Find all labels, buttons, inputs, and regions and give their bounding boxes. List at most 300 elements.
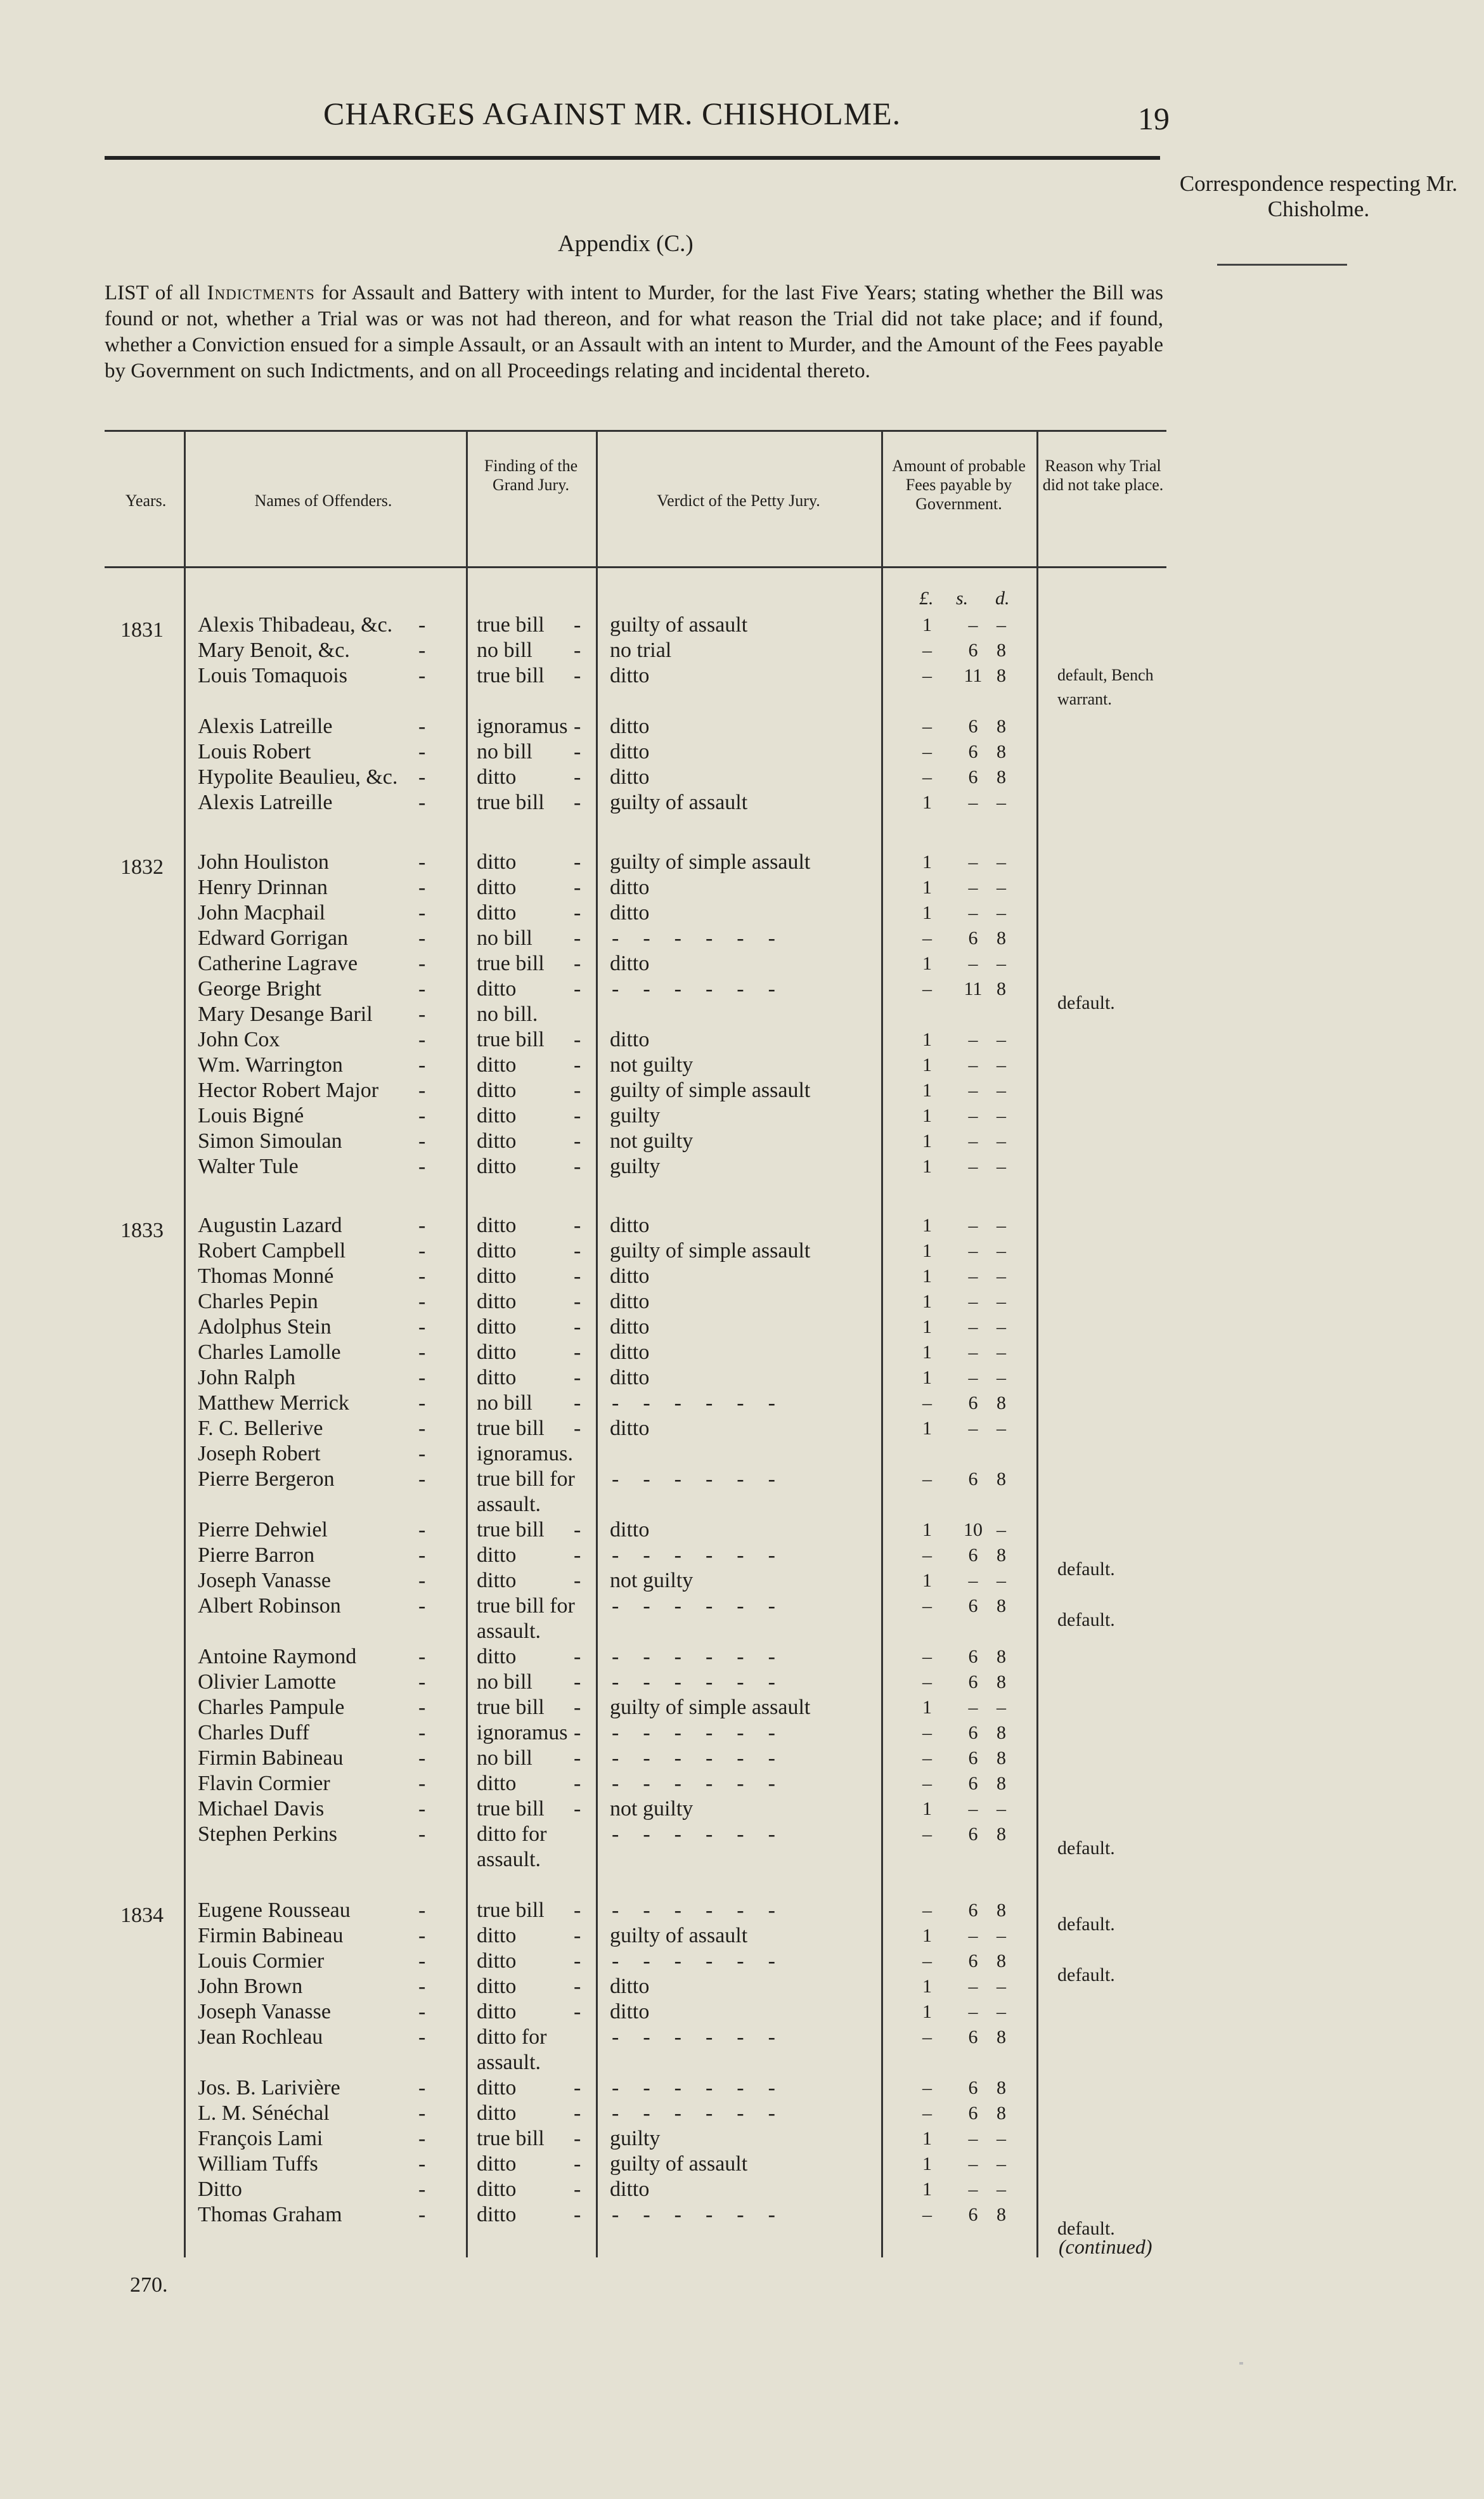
name-leader: - bbox=[418, 1391, 426, 1415]
row-finding: ditto for assault. bbox=[477, 1822, 547, 1871]
row-fee-shillings: 11 bbox=[964, 665, 983, 686]
row-fee-pence: – bbox=[997, 902, 1006, 923]
row-finding: true bill bbox=[477, 1518, 545, 1542]
row-fee-shillings: 6 bbox=[968, 2103, 978, 2124]
name-leader: - bbox=[418, 2203, 426, 2226]
row-fee-pence: 8 bbox=[997, 1900, 1006, 1921]
row-fee-pounds: 1 bbox=[922, 1570, 932, 1591]
row-fee-shillings: – bbox=[968, 2128, 978, 2149]
row-fee-pounds: 1 bbox=[922, 2128, 932, 2149]
row-verdict: ditto bbox=[610, 1417, 650, 1440]
row-finding: no bill bbox=[477, 1670, 532, 1694]
row-fee-shillings: – bbox=[968, 877, 978, 898]
row-name: John Brown bbox=[198, 1975, 303, 1998]
finding-leader: - bbox=[574, 639, 581, 662]
name-leader: - bbox=[418, 1467, 426, 1491]
row-fee-pounds: – bbox=[922, 1824, 932, 1845]
row-fee-shillings: – bbox=[968, 1418, 978, 1439]
col-header-verdict: Verdict of the Petty Jury. bbox=[657, 491, 820, 510]
row-fee-pence: 8 bbox=[997, 1773, 1006, 1794]
row-verdict: ditto bbox=[610, 2000, 650, 2023]
finding-leader: - bbox=[574, 1417, 581, 1440]
name-leader: - bbox=[418, 2127, 426, 2150]
row-finding: true bill bbox=[477, 952, 545, 975]
intro-smallcaps: Indictments bbox=[207, 282, 315, 304]
row-verdict: guilty bbox=[610, 1155, 661, 1178]
finding-leader: - bbox=[574, 876, 581, 899]
row-fee-pence: – bbox=[997, 1156, 1006, 1177]
row-name: Mary Desange Baril bbox=[198, 1003, 373, 1026]
row-finding: ditto bbox=[477, 765, 517, 789]
name-leader: - bbox=[418, 1315, 426, 1339]
row-name: Ditto bbox=[198, 2178, 242, 2201]
row-finding: ditto bbox=[477, 1949, 517, 1973]
row-name: Joseph Vanasse bbox=[198, 1569, 331, 1592]
row-verdict: not guilty bbox=[610, 1129, 694, 1153]
row-fee-pounds: 1 bbox=[922, 1367, 932, 1388]
name-leader: - bbox=[418, 1594, 426, 1618]
row-fee-shillings: 6 bbox=[968, 2077, 978, 2098]
row-fee-shillings: 6 bbox=[968, 1595, 978, 1616]
row-finding: no bill bbox=[477, 926, 532, 950]
name-leader: - bbox=[418, 765, 426, 789]
row-fee-shillings: 6 bbox=[968, 1469, 978, 1490]
row-fee-shillings: 6 bbox=[968, 2204, 978, 2225]
currency-pounds: £. bbox=[919, 588, 934, 609]
name-leader: - bbox=[418, 2025, 426, 2049]
finding-leader: - bbox=[574, 1543, 581, 1567]
row-finding: true bill bbox=[477, 664, 545, 687]
row-name: Eugene Rousseau bbox=[198, 1899, 351, 1922]
row-name: Louis Bigné bbox=[198, 1104, 304, 1127]
finding-leader: - bbox=[574, 1155, 581, 1178]
row-finding: true bill bbox=[477, 1899, 545, 1922]
row-fee-pounds: 1 bbox=[922, 1976, 932, 1997]
finding-leader: - bbox=[574, 1569, 581, 1592]
row-fee-pence: – bbox=[997, 1215, 1006, 1236]
name-leader: - bbox=[418, 1645, 426, 1668]
row-fee-pence: 8 bbox=[997, 767, 1006, 788]
row-fee-shillings: – bbox=[968, 902, 978, 923]
row-fee-shillings: – bbox=[968, 1105, 978, 1126]
row-verdict: no trial bbox=[610, 639, 672, 662]
row-name: Alexis Thibadeau, &c. bbox=[198, 613, 393, 637]
header-bottom-rule bbox=[105, 566, 1166, 568]
verdict-dashes: ------ bbox=[612, 2025, 799, 2049]
verdict-dashes: ------ bbox=[612, 2101, 799, 2125]
row-fee-shillings: 6 bbox=[968, 928, 978, 949]
row-fee-shillings: – bbox=[968, 1697, 978, 1718]
row-fee-shillings: 10 bbox=[964, 1519, 983, 1540]
row-finding: true bill for assault. bbox=[477, 1467, 575, 1516]
finding-leader: - bbox=[574, 977, 581, 1001]
name-leader: - bbox=[418, 2178, 426, 2201]
row-finding: true bill for assault. bbox=[477, 1594, 575, 1643]
row-finding: true bill bbox=[477, 2127, 545, 2150]
row-fee-pounds: – bbox=[922, 1951, 932, 1971]
margin-note: Correspondence respecting Mr. Chisholme. bbox=[1179, 171, 1458, 221]
row-finding: no bill. bbox=[477, 1003, 538, 1026]
row-name: L. M. Sénéchal bbox=[198, 2101, 330, 2125]
row-fee-pence: – bbox=[997, 877, 1006, 898]
row-verdict: ditto bbox=[610, 876, 650, 899]
row-fee-pounds: – bbox=[922, 2204, 932, 2225]
name-leader: - bbox=[418, 2076, 426, 2100]
row-reason: default. bbox=[1057, 1964, 1115, 1985]
name-leader: - bbox=[418, 1543, 426, 1567]
verdict-dashes: ------ bbox=[612, 977, 799, 1001]
row-name: Hypolite Beaulieu, &c. bbox=[198, 765, 398, 789]
row-finding: ditto bbox=[477, 1290, 517, 1313]
row-name: Stephen Perkins bbox=[198, 1822, 338, 1846]
row-verdict: guilty of assault bbox=[610, 2152, 748, 2176]
row-verdict: not guilty bbox=[610, 1053, 694, 1077]
row-fee-shillings: 6 bbox=[968, 1545, 978, 1566]
row-fee-pence: – bbox=[997, 1976, 1006, 1997]
row-fee-pounds: – bbox=[922, 978, 932, 999]
verdict-dashes: ------ bbox=[612, 2203, 799, 2226]
row-finding: ditto bbox=[477, 1214, 517, 1237]
row-fee-shillings: – bbox=[968, 1080, 978, 1101]
row-finding: ditto for assault. bbox=[477, 2025, 547, 2074]
name-leader: - bbox=[418, 1340, 426, 1364]
header-rule bbox=[105, 156, 1160, 160]
row-name: Pierre Barron bbox=[198, 1543, 315, 1567]
appendix-heading: Appendix (C.) bbox=[558, 231, 694, 257]
finding-leader: - bbox=[574, 1772, 581, 1795]
row-fee-pounds: – bbox=[922, 1722, 932, 1743]
row-fee-pence: – bbox=[997, 792, 1006, 813]
row-fee-shillings: – bbox=[968, 1266, 978, 1287]
name-leader: - bbox=[418, 1290, 426, 1313]
row-fee-pounds: – bbox=[922, 1392, 932, 1413]
row-fee-shillings: – bbox=[968, 1925, 978, 1946]
row-fee-pence: – bbox=[997, 1105, 1006, 1126]
intro-rest: for Assault and Battery with intent to Murder, for the last Five Years; stating whether the Bill was found or not, whether a Trial was or was not had thereon, and for what reason the Trial did not take place; and if found, whether a Conviction ensued for a simple Assault, or an Assault with an intent to Murder, and the Amount of the Fees payable by Government on such Indictments, and on all Proceedings relating and incidental thereto. bbox=[105, 282, 1163, 382]
row-finding: true bill bbox=[477, 791, 545, 814]
name-leader: - bbox=[418, 1822, 426, 1846]
row-verdict: ditto bbox=[610, 1214, 650, 1237]
name-leader: - bbox=[418, 1129, 426, 1153]
name-leader: - bbox=[418, 977, 426, 1001]
row-fee-shillings: – bbox=[968, 1291, 978, 1312]
finding-leader: - bbox=[574, 791, 581, 814]
col-header-years: Years. bbox=[125, 491, 167, 510]
row-verdict: guilty of assault bbox=[610, 791, 748, 814]
row-fee-pence: – bbox=[997, 1418, 1006, 1439]
verdict-dashes: ------ bbox=[612, 1772, 799, 1795]
row-reason: default. bbox=[1057, 1559, 1115, 1580]
row-reason: default. bbox=[1057, 1609, 1115, 1630]
row-year: 1831 bbox=[120, 618, 164, 642]
name-leader: - bbox=[418, 639, 426, 662]
finding-leader: - bbox=[574, 1518, 581, 1542]
row-fee-pounds: – bbox=[922, 2027, 932, 2048]
row-verdict: guilty of simple assault bbox=[610, 1696, 811, 1719]
row-finding: no bill bbox=[477, 1746, 532, 1770]
row-fee-shillings: 6 bbox=[968, 1722, 978, 1743]
row-name: Henry Drinnan bbox=[198, 876, 328, 899]
row-verdict: ditto bbox=[610, 1518, 650, 1542]
continued-note: (continued) bbox=[1059, 2235, 1152, 2258]
row-fee-pounds: 1 bbox=[922, 1291, 932, 1312]
row-fee-pence: – bbox=[997, 1029, 1006, 1050]
row-fee-pounds: 1 bbox=[922, 877, 932, 898]
row-fee-pounds: 1 bbox=[922, 1080, 932, 1101]
row-fee-pence: 8 bbox=[997, 665, 1006, 686]
finding-leader: - bbox=[574, 740, 581, 763]
verdict-dashes: ------ bbox=[612, 926, 799, 950]
row-name: William Tuffs bbox=[198, 2152, 318, 2176]
row-fee-pence: 8 bbox=[997, 1824, 1006, 1845]
row-fee-pence: 8 bbox=[997, 716, 1006, 737]
name-leader: - bbox=[418, 2101, 426, 2125]
name-leader: - bbox=[418, 740, 426, 763]
row-finding: ditto bbox=[477, 2000, 517, 2023]
row-finding: ditto bbox=[477, 1053, 517, 1077]
row-fee-shillings: – bbox=[968, 1029, 978, 1050]
row-finding: ditto bbox=[477, 1155, 517, 1178]
row-fee-pence: 8 bbox=[997, 1646, 1006, 1667]
row-fee-pence: – bbox=[997, 852, 1006, 873]
margin-note-rule bbox=[1217, 264, 1347, 266]
finding-leader: - bbox=[574, 1028, 581, 1051]
row-finding: ditto bbox=[477, 2101, 517, 2125]
row-finding: no bill bbox=[477, 1391, 532, 1415]
verdict-dashes: ------ bbox=[612, 1822, 799, 1846]
row-name: Michael Davis bbox=[198, 1797, 325, 1821]
row-fee-pounds: 1 bbox=[922, 1697, 932, 1718]
row-fee-shillings: – bbox=[968, 614, 978, 635]
row-name: John Macphail bbox=[198, 901, 326, 925]
row-name: Joseph Vanasse bbox=[198, 2000, 331, 2023]
row-fee-pounds: 1 bbox=[922, 1316, 932, 1337]
row-fee-pounds: – bbox=[922, 1646, 932, 1667]
finding-leader: - bbox=[574, 1214, 581, 1237]
name-leader: - bbox=[418, 1053, 426, 1077]
row-year: 1832 bbox=[120, 855, 164, 879]
row-finding: ignoramus. bbox=[477, 1442, 574, 1465]
row-fee-pounds: 1 bbox=[922, 1519, 932, 1540]
finding-leader: - bbox=[574, 1721, 581, 1744]
finding-leader: - bbox=[574, 1129, 581, 1153]
row-fee-shillings: – bbox=[968, 1240, 978, 1261]
finding-leader: - bbox=[574, 765, 581, 789]
row-verdict: ditto bbox=[610, 715, 650, 738]
row-fee-pounds: 1 bbox=[922, 2153, 932, 2174]
row-verdict: ditto bbox=[610, 740, 650, 763]
row-finding: ditto bbox=[477, 1975, 517, 1998]
row-name: Catherine Lagrave bbox=[198, 952, 358, 975]
row-fee-pounds: 1 bbox=[922, 1215, 932, 1236]
row-name: Edward Gorrigan bbox=[198, 926, 348, 950]
row-fee-pounds: – bbox=[922, 1671, 932, 1692]
row-finding: true bill bbox=[477, 1417, 545, 1440]
row-finding: ditto bbox=[477, 1645, 517, 1668]
col-header-names: Names of Offenders. bbox=[254, 491, 392, 510]
row-fee-pence: – bbox=[997, 1367, 1006, 1388]
row-fee-pence: – bbox=[997, 1925, 1006, 1946]
row-fee-pounds: – bbox=[922, 1545, 932, 1566]
finding-leader: - bbox=[574, 1924, 581, 1947]
row-fee-pounds: 1 bbox=[922, 1240, 932, 1261]
column-rule bbox=[184, 432, 186, 2257]
finding-leader: - bbox=[574, 613, 581, 637]
row-verdict: guilty bbox=[610, 2127, 661, 2150]
row-name: Walter Tule bbox=[198, 1155, 299, 1178]
row-finding: ditto bbox=[477, 2152, 517, 2176]
row-fee-shillings: – bbox=[968, 1976, 978, 1997]
row-fee-shillings: – bbox=[968, 1055, 978, 1075]
row-fee-pounds: – bbox=[922, 1773, 932, 1794]
row-fee-pence: 8 bbox=[997, 1469, 1006, 1490]
currency-pence: d. bbox=[995, 588, 1010, 609]
row-finding: true bill bbox=[477, 1696, 545, 1719]
verdict-dashes: ------ bbox=[612, 1543, 799, 1567]
row-fee-pounds: 1 bbox=[922, 1418, 932, 1439]
running-head: CHARGES AGAINST MR. CHISHOLME. bbox=[323, 96, 901, 131]
row-fee-pence: – bbox=[997, 1342, 1006, 1363]
row-fee-pence: – bbox=[997, 953, 1006, 974]
row-fee-pence: 8 bbox=[997, 1595, 1006, 1616]
row-fee-shillings: – bbox=[968, 1215, 978, 1236]
row-finding: ditto bbox=[477, 1543, 517, 1567]
name-leader: - bbox=[418, 1442, 426, 1465]
row-fee-shillings: – bbox=[968, 2153, 978, 2174]
row-fee-pounds: – bbox=[922, 716, 932, 737]
finding-leader: - bbox=[574, 1949, 581, 1973]
row-finding: ditto bbox=[477, 2203, 517, 2226]
col-header-reason: Reason why Trial did not take place. bbox=[1042, 457, 1164, 494]
row-fee-pounds: – bbox=[922, 2103, 932, 2124]
row-fee-pence: – bbox=[997, 1240, 1006, 1261]
row-verdict: ditto bbox=[610, 901, 650, 925]
finding-leader: - bbox=[574, 1239, 581, 1262]
finding-leader: - bbox=[574, 1315, 581, 1339]
row-fee-pence: 8 bbox=[997, 1748, 1006, 1769]
row-fee-pence: – bbox=[997, 1266, 1006, 1287]
column-rule bbox=[881, 432, 883, 2257]
row-finding: ditto bbox=[477, 1366, 517, 1389]
page-speck bbox=[1239, 2362, 1243, 2365]
row-fee-shillings: – bbox=[968, 1342, 978, 1363]
row-fee-pounds: – bbox=[922, 2077, 932, 2098]
row-year: 1833 bbox=[120, 1219, 164, 1242]
row-fee-pence: 8 bbox=[997, 1392, 1006, 1413]
row-fee-shillings: – bbox=[968, 953, 978, 974]
row-finding: ditto bbox=[477, 1772, 517, 1795]
row-fee-pence: 8 bbox=[997, 978, 1006, 999]
name-leader: - bbox=[418, 1899, 426, 1922]
row-name: Charles Pepin bbox=[198, 1290, 318, 1313]
name-leader: - bbox=[418, 1003, 426, 1026]
row-fee-pence: – bbox=[997, 1055, 1006, 1075]
row-fee-shillings: – bbox=[968, 2179, 978, 2200]
row-fee-shillings: 6 bbox=[968, 767, 978, 788]
row-verdict: ditto bbox=[610, 1028, 650, 1051]
row-fee-pounds: – bbox=[922, 665, 932, 686]
row-name: Augustin Lazard bbox=[198, 1214, 342, 1237]
row-fee-pence: – bbox=[997, 1798, 1006, 1819]
name-leader: - bbox=[418, 901, 426, 925]
finding-leader: - bbox=[574, 1264, 581, 1288]
row-finding: true bill bbox=[477, 1797, 545, 1821]
name-leader: - bbox=[418, 1155, 426, 1178]
row-verdict: ditto bbox=[610, 1366, 650, 1389]
finding-leader: - bbox=[574, 952, 581, 975]
row-finding: ditto bbox=[477, 1129, 517, 1153]
row-fee-pence: 8 bbox=[997, 1951, 1006, 1971]
name-leader: - bbox=[418, 1569, 426, 1592]
row-finding: ditto bbox=[477, 1079, 517, 1102]
row-name: Pierre Bergeron bbox=[198, 1467, 335, 1491]
row-fee-shillings: – bbox=[968, 2001, 978, 2022]
name-leader: - bbox=[418, 1975, 426, 1998]
row-fee-shillings: 6 bbox=[968, 640, 978, 661]
row-name: Albert Robinson bbox=[198, 1594, 341, 1618]
verdict-dashes: ------ bbox=[612, 1721, 799, 1744]
name-leader: - bbox=[418, 1670, 426, 1694]
row-name: Thomas Graham bbox=[198, 2203, 342, 2226]
row-name: John Ralph bbox=[198, 1366, 295, 1389]
currency-shillings: s. bbox=[956, 588, 969, 609]
row-finding: no bill bbox=[477, 740, 532, 763]
row-fee-pounds: 1 bbox=[922, 953, 932, 974]
row-fee-shillings: 6 bbox=[968, 1646, 978, 1667]
row-name: Charles Pampule bbox=[198, 1696, 345, 1719]
name-leader: - bbox=[418, 664, 426, 687]
row-name: Robert Campbell bbox=[198, 1239, 346, 1262]
row-fee-pounds: 1 bbox=[922, 852, 932, 873]
row-fee-pounds: 1 bbox=[922, 2001, 932, 2022]
row-verdict: ditto bbox=[610, 1315, 650, 1339]
row-name: John Cox bbox=[198, 1028, 280, 1051]
row-fee-pounds: 1 bbox=[922, 1105, 932, 1126]
name-leader: - bbox=[418, 952, 426, 975]
row-fee-pence: – bbox=[997, 614, 1006, 635]
name-leader: - bbox=[418, 715, 426, 738]
row-fee-pounds: 1 bbox=[922, 1266, 932, 1287]
intro-lead: LIST of all bbox=[105, 282, 207, 304]
row-fee-shillings: 11 bbox=[964, 978, 983, 999]
row-fee-pence: 8 bbox=[997, 1671, 1006, 1692]
row-name: Joseph Robert bbox=[198, 1442, 321, 1465]
finding-leader: - bbox=[574, 2076, 581, 2100]
footer-number: 270. bbox=[130, 2273, 168, 2297]
finding-leader: - bbox=[574, 2000, 581, 2023]
row-name: Pierre Dehwiel bbox=[198, 1518, 328, 1542]
row-name: Simon Simoulan bbox=[198, 1129, 342, 1153]
row-fee-shillings: 6 bbox=[968, 1824, 978, 1845]
row-finding: ditto bbox=[477, 850, 517, 874]
name-leader: - bbox=[418, 1518, 426, 1542]
row-name: Louis Tomaquois bbox=[198, 664, 347, 687]
row-fee-shillings: – bbox=[968, 1798, 978, 1819]
row-verdict: ditto bbox=[610, 765, 650, 789]
row-fee-pounds: 1 bbox=[922, 1342, 932, 1363]
row-fee-pounds: 1 bbox=[922, 1798, 932, 1819]
row-fee-shillings: 6 bbox=[968, 1748, 978, 1769]
row-fee-pounds: 1 bbox=[922, 792, 932, 813]
finding-leader: - bbox=[574, 1797, 581, 1821]
row-fee-pounds: – bbox=[922, 767, 932, 788]
row-finding: ditto bbox=[477, 1315, 517, 1339]
row-verdict: guilty bbox=[610, 1104, 661, 1127]
name-leader: - bbox=[418, 1696, 426, 1719]
row-fee-pence: 8 bbox=[997, 2103, 1006, 2124]
row-fee-pounds: – bbox=[922, 1595, 932, 1616]
row-finding: ditto bbox=[477, 1569, 517, 1592]
